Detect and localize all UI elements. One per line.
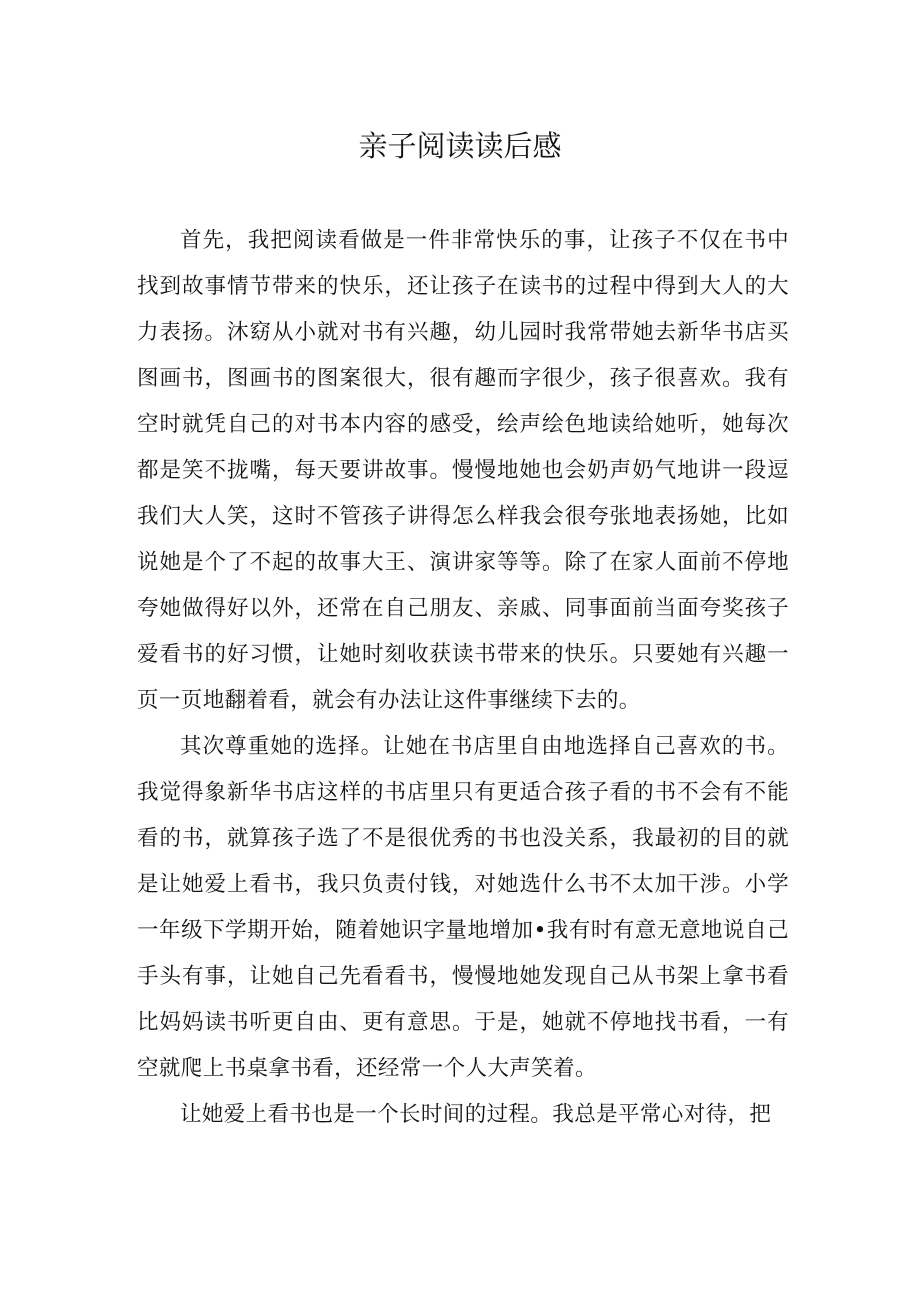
paragraph-2: 其次尊重她的选择。让她在书店里自由地选择自己喜欢的书。我觉得象新华书店这样的书店里只有更适合孩子看的书不会有不能看的书，就算孩子选了不是很优秀的书也没关系，我最初的目的就是让她爱上看书，我只负责付钱，对她选什么书不太加干涉。小学一年级下学期开始，随着她识字量地增加•我有时有意无意地说自己手头有事，让她自己先看看书，慢慢地她发现自己从书架上拿书看比妈妈读书听更自由、更有意思。于是，她就不停地找书看，一有空就爬上书桌拿书看，还经常一个人大声笑着。 (137, 734, 789, 1081)
paragraph-3: 让她爱上看书也是一个长时间的过程。我总是平常心对待，把 (180, 1102, 772, 1127)
document-body (137, 218, 789, 1138)
paragraph-1: 首先，我把阅读看做是一件非常快乐的事，让孩子不仅在书中找到故事情节带来的快乐，还让孩子在读书的过程中得到大人的大力表扬。沐窈从小就对书有兴趣，幼儿园时我常带她去新华书店买图画书，图画书的图案很大，很有趣而字很少，孩子很喜欢。我有空时就凭自己的对书本内容的感受，绘声绘色地读给她听，她每次都是笑不拢嘴，每天要讲故事。慢慢地她也会奶声奶气地讲一段逗我们大人笑，这时不管孩子讲得怎么样我会很夸张地表扬她，比如说她是个了不起的故事大王、演讲家等等。除了在家人面前不停地夸她做得好以外，还常在自己朋友、亲戚、同事面前当面夸奖孩子爱看书的好习惯，让她时刻收获读书带来的快乐。只要她有兴趣一页一页地翻着看，就会有办法让这件事继续下去的。 (137, 228, 789, 713)
document-title: 亲子阅读读后感 (358, 129, 562, 163)
